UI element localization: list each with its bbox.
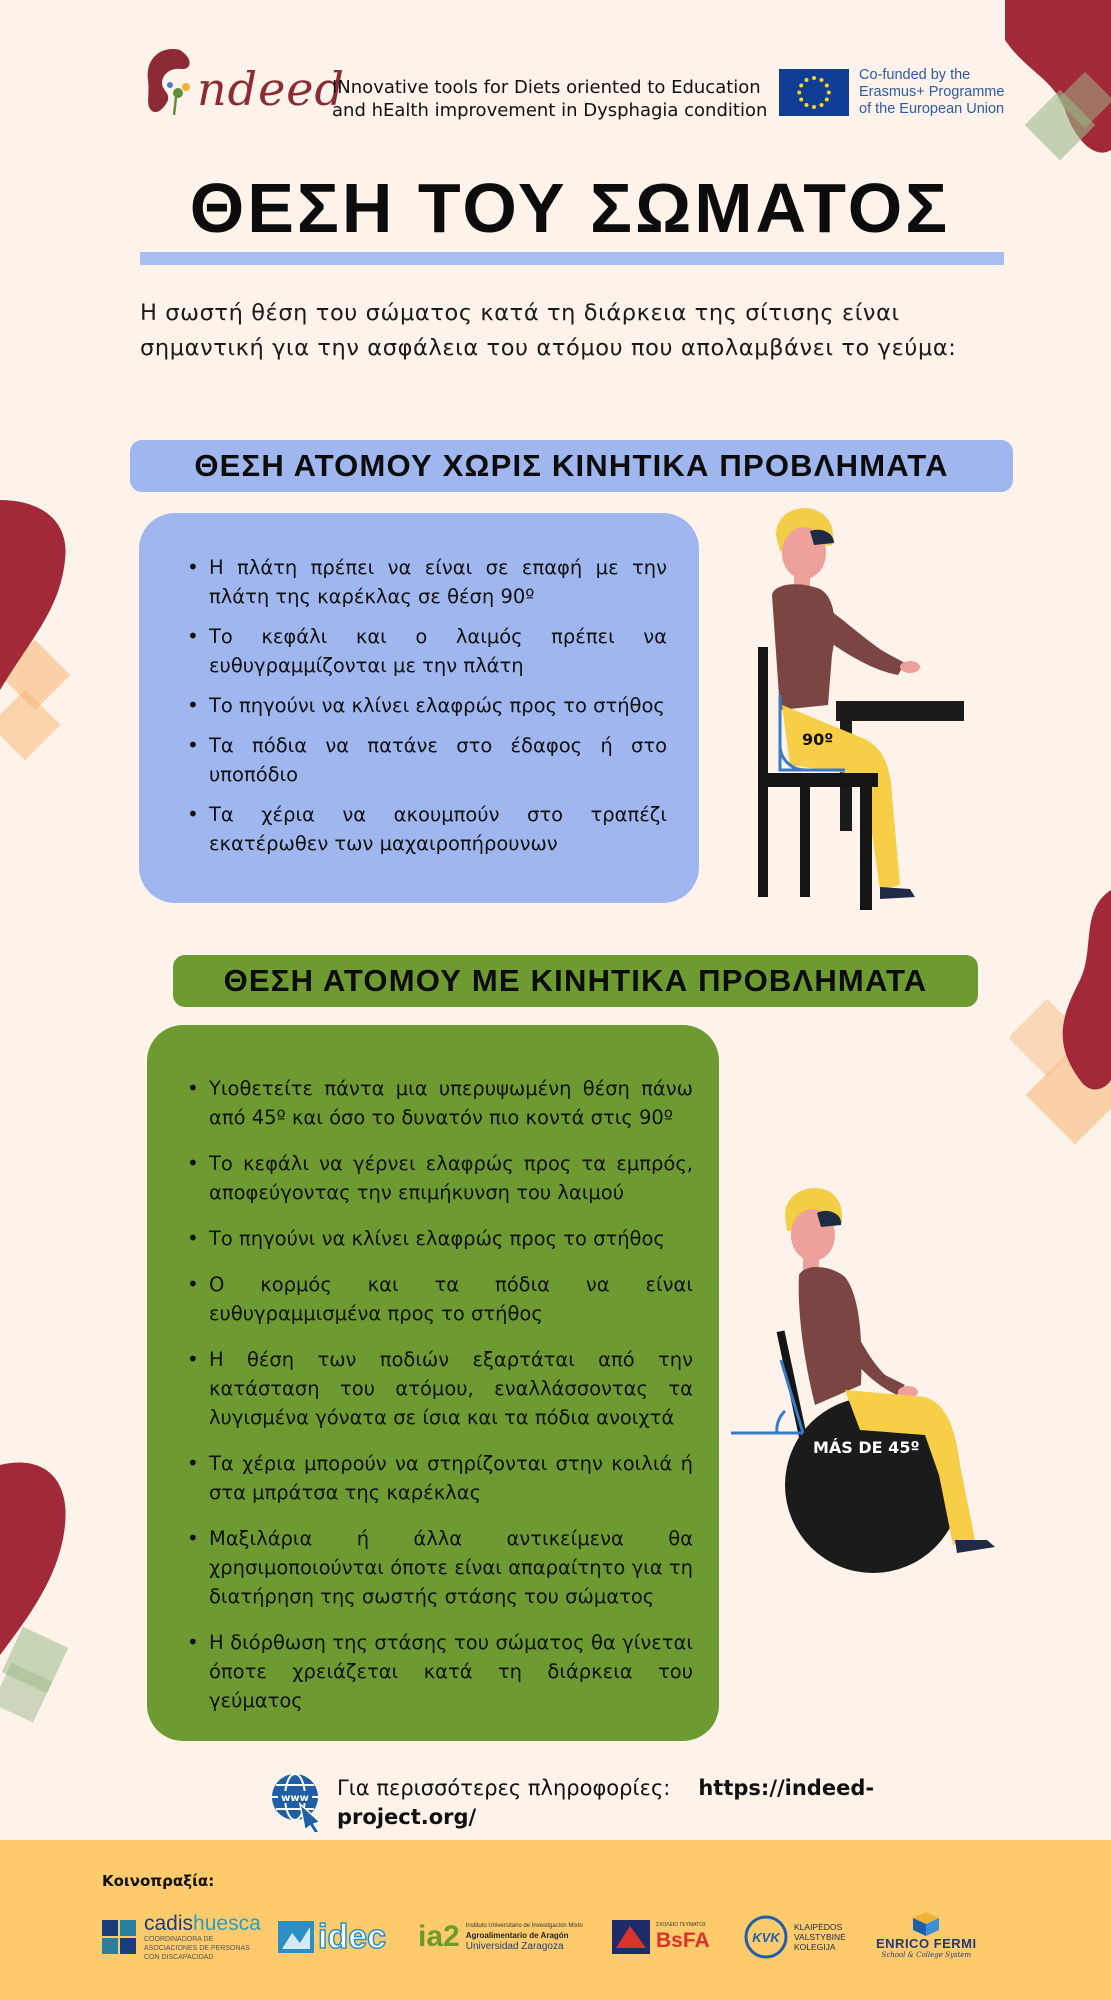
partner-logo-idec xyxy=(278,1912,386,1962)
cadis-name-a: cadis xyxy=(144,1911,194,1935)
cadis-name-b: huesca xyxy=(193,1911,261,1935)
seated-person-illustration xyxy=(740,505,970,910)
enrico-fermi-subtitle: School & College System xyxy=(881,1951,972,1959)
list-item: • Ο κορμός και τα πόδια να είναι ευθυγραμμισμένα προς το στήθος xyxy=(187,1270,693,1328)
decor-left-middle xyxy=(0,500,80,790)
list-item: • Η διόρθωση της στάσης του σώματος θα γίνεται όποτε χρειάζεται κατά τη διάρκεια του γεύματος xyxy=(187,1628,693,1715)
kvk-sub-2: VALSTYBINĖ xyxy=(794,1932,846,1942)
eu-line-1: Co-funded by the xyxy=(859,67,971,83)
consortium-label: Κοινοπραξία: xyxy=(102,1872,215,1890)
footer xyxy=(0,1840,1111,2000)
list-item: • Το κεφάλι και ο λαιμός πρέπει να ευθυγραμμίζονται με την πλάτη xyxy=(187,622,667,680)
section2-heading: ΘΕΣΗ ΑΤΟΜΟΥ ΜΕ ΚΙΝΗΤΙΚΑ ΠΡΟΒΛΗΜΑΤΑ xyxy=(173,955,978,1007)
kvk-sub-3: KOLEGIJA xyxy=(794,1942,836,1952)
kvk-mark-icon xyxy=(744,1915,788,1959)
more-info-text xyxy=(337,1774,877,1832)
project-website-link[interactable]: https://indeed-project.org/ xyxy=(337,1776,875,1829)
bsfa-mark-icon xyxy=(612,1920,650,1954)
ia2-sub-1: Instituto Universitario de Investigación Mixto xyxy=(465,1922,583,1929)
decor-left-bottom xyxy=(0,1455,80,1735)
list-item: • Τα χέρια μπορούν να στηρίζονται στην κοιλιά ή στα μπράτσα της καρέκλας xyxy=(187,1449,693,1507)
list-item: • Μαξιλάρια ή άλλα αντικείμενα θα χρησιμοποιούνται όποτε είναι απαραίτητο για τη διατήρηση της σωστής στάσης του σώματος xyxy=(187,1524,693,1611)
section1-card xyxy=(139,513,699,903)
section1-bullet-list xyxy=(187,553,667,869)
list-item: • Το πηγούνι να κλίνει ελαφρώς προς το στήθος xyxy=(187,691,667,720)
cadis-puzzle-icon xyxy=(102,1920,136,1954)
project-tagline xyxy=(332,76,767,122)
svg-text:www: www xyxy=(281,1793,309,1804)
bsfa-name: BsFA xyxy=(656,1928,710,1952)
indeed-logo-text: ndeed xyxy=(197,62,345,116)
ia2-sub-2: Agroalimentario de Aragón xyxy=(465,1930,569,1940)
kvk-sub-1: KLAIPĖDOS xyxy=(794,1922,843,1932)
tagline-line-1: INnovative tools for Diets oriented to Education xyxy=(332,77,761,98)
reclined-person-illustration xyxy=(725,1185,1025,1580)
list-item: • Τα χέρια να ακουμπούν στο τραπέζι εκατέρωθεν των μαχαιροπήρουνων xyxy=(187,800,667,858)
bsfa-sub: ΣΧΟΛΕΙΟ ΓΕΥΜΑΤΟΣ xyxy=(656,1921,707,1928)
partner-logo-bsfa xyxy=(612,1912,710,1962)
more-info-label: Για περισσότερες πληροφορίες: xyxy=(337,1776,671,1800)
angle-label-90: 90º xyxy=(802,730,834,749)
decor-top-right xyxy=(995,0,1111,200)
section1-heading: ΘΕΣΗ ΑΤΟΜΟΥ ΧΩΡΙΣ ΚΙΝΗΤΙΚΑ ΠΡΟΒΛΗΜΑΤΑ xyxy=(130,440,1013,492)
partner-logo-ia2 xyxy=(418,1912,583,1962)
list-item: • Τα πόδια να πατάνε στο έδαφος ή στο υποπόδιο xyxy=(187,731,667,789)
cadis-subtitle: COORDINADORA DE ASOCIACIONES DE PERSONAS CON DISCAPACIDAD xyxy=(144,1935,250,1961)
angle-label-45: MÁS DE 45º xyxy=(813,1438,920,1457)
list-item: • Υιοθετείτε πάντα μια υπερυψωμένη θέση πάνω από 45º και όσο το δυνατόν πιο κοντά στις 90º xyxy=(187,1074,693,1132)
partner-logo-enrico-fermi xyxy=(876,1912,977,1962)
section2-card xyxy=(147,1025,719,1741)
eu-line-2: Erasmus+ Programme xyxy=(859,84,1005,100)
section2-bullet-list xyxy=(187,1074,693,1732)
decor-right-middle xyxy=(1010,880,1111,1210)
partner-logo-kvk xyxy=(744,1912,846,1962)
indeed-logo-icon xyxy=(140,45,200,117)
enrico-fermi-name: ENRICO FERMI xyxy=(876,1936,977,1951)
eu-cofunded-text xyxy=(859,67,1004,118)
partner-logo-cadis-huesca xyxy=(102,1912,261,1962)
idec-mark-icon xyxy=(278,1921,314,1953)
ia2-sub-3: Universidad Zaragoza xyxy=(465,1940,564,1952)
kvk-name: KVK xyxy=(752,1930,780,1945)
tagline-line-2: and hEalth improvement in Dysphagia condition xyxy=(332,100,768,121)
list-item: • Η πλάτη πρέπει να είναι σε επαφή με την πλάτη της καρέκλας σε θέση 90º xyxy=(187,553,667,611)
list-item: • Το κεφάλι να γέρνει ελαφρώς προς τα εμπρός, αποφεύγοντας την επιμήκυνση του λαιμού xyxy=(187,1149,693,1207)
eu-line-3: of the European Union xyxy=(859,101,1005,117)
enrico-fermi-cube-icon xyxy=(913,1912,939,1936)
title-underline xyxy=(140,252,1004,265)
list-item: • Το πηγούνι να κλίνει ελαφρώς προς το στήθος xyxy=(187,1224,693,1253)
eu-flag-icon xyxy=(779,69,849,116)
list-item: • Η θέση των ποδιών εξαρτάται από την κατάσταση του ατόμου, εναλλάσσοντας τα λυγισμένα γόνατα σε ίσια και τα πόδια ανοιχτά xyxy=(187,1345,693,1432)
page-title: ΘΕΣΗ ΤΟΥ ΣΩΜΑΤΟΣ xyxy=(189,169,951,247)
intro-text: Η σωστή θέση του σώματος κατά τη διάρκεια της σίτισης είναι σημαντική για την ασφάλεια του ατόμου που απολαμβάνει το γεύμα: xyxy=(140,300,957,361)
idec-name: idec xyxy=(318,1917,387,1956)
www-globe-icon[interactable] xyxy=(270,1772,324,1832)
ia2-name: ia2 xyxy=(418,1920,460,1953)
